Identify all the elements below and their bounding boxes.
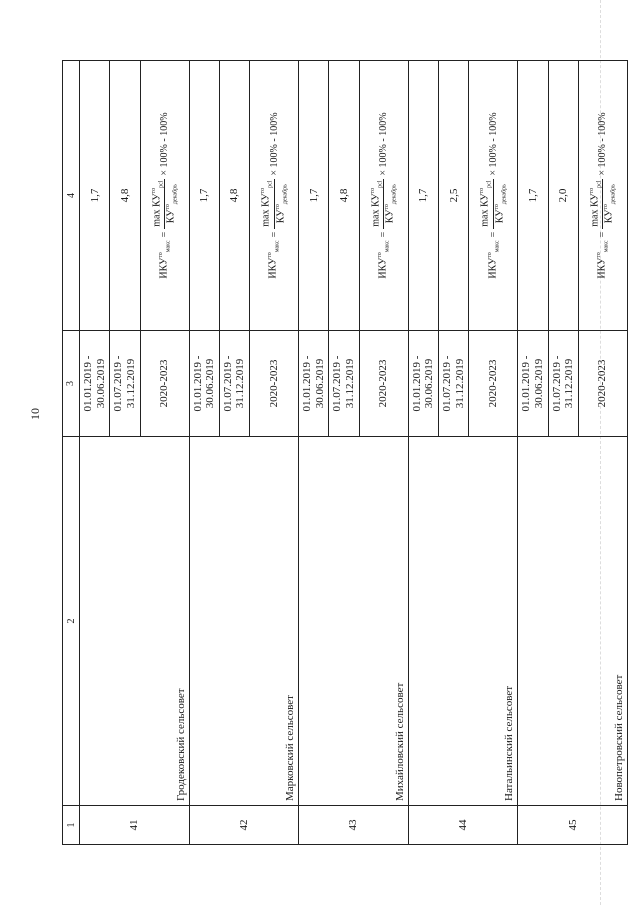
settlement-name <box>80 437 190 806</box>
formula-cell <box>250 61 299 331</box>
formula-tail: × 100% - 100% <box>378 112 390 176</box>
header-col-1: 1 <box>63 806 80 845</box>
row-number-text: 41 <box>128 819 141 831</box>
value-cell: 4,8 <box>329 61 359 331</box>
period-cell: 2020-2023 <box>578 331 627 437</box>
formula-tail: × 100% - 100% <box>487 112 499 176</box>
formula-lhs-sub: макс <box>493 240 500 253</box>
formula-den-sup: то <box>493 204 500 210</box>
formula-fraction <box>589 179 617 229</box>
table-row <box>189 61 219 845</box>
formula-cell <box>578 61 627 331</box>
period-cell: 01.01.2019 - 30.06.2019 <box>518 331 548 437</box>
value-cell: 2,0 <box>548 61 578 331</box>
formula-equals: = <box>159 231 171 238</box>
value-cell: 4,8 <box>219 61 249 331</box>
formula-lhs <box>487 240 500 278</box>
tariff-table <box>62 60 628 845</box>
formula-den-sub: декабрь <box>281 184 288 205</box>
formula-numerator <box>479 179 493 229</box>
period-cell: 2020-2023 <box>469 331 518 437</box>
formula-lhs-text: ИКУ <box>158 257 170 279</box>
tariff-table-wrapper <box>62 60 625 845</box>
formula-lhs-sub: макс <box>384 240 391 253</box>
formula-den-text: КУ <box>603 209 615 224</box>
formula-denominator <box>165 182 178 225</box>
row-number <box>299 806 409 845</box>
formula-equals: = <box>268 231 280 238</box>
formula-denominator <box>494 182 507 225</box>
formula-lhs-sub: макс <box>274 240 281 253</box>
period-cell: 01.07.2019 - 31.12.2019 <box>438 331 468 437</box>
formula-num-sup: то <box>369 187 376 194</box>
formula-lhs-sup: то <box>267 252 274 258</box>
settlement-name <box>299 437 409 806</box>
value-cell: 1,7 <box>80 61 110 331</box>
table-row <box>299 61 329 845</box>
formula-numerator <box>370 179 384 229</box>
period-cell: 01.07.2019 - 31.12.2019 <box>219 331 249 437</box>
header-col-3: 3 <box>63 331 80 437</box>
row-number-text: 45 <box>566 819 579 831</box>
value-cell: 4,8 <box>110 61 140 331</box>
row-number <box>408 806 518 845</box>
settlement-name <box>189 437 299 806</box>
formula-lhs-sub: макс <box>603 240 610 253</box>
formula-num-text: max КУ <box>260 193 272 227</box>
formula-lhs-text: ИКУ <box>486 257 498 279</box>
formula-num-text: max КУ <box>479 193 491 227</box>
formula-den-sub: декабрь <box>172 184 179 205</box>
period-cell: 2020-2023 <box>359 331 408 437</box>
formula-num-sub: pcl <box>267 180 274 188</box>
formula-den-text: КУ <box>165 209 177 224</box>
period-cell: 01.01.2019 - 30.06.2019 <box>299 331 329 437</box>
header-row <box>63 61 80 845</box>
formula-cell <box>469 61 518 331</box>
formula-cell <box>359 61 408 331</box>
formula-den-sub: декабрь <box>501 184 508 205</box>
formula-num-text: max КУ <box>370 193 382 227</box>
formula-num-sup: то <box>479 187 486 194</box>
settlement-name-text: Михайловский сельсовет <box>393 682 406 801</box>
formula-num-sub: pcl <box>486 180 493 188</box>
formula-lhs-sup: то <box>486 252 493 258</box>
formula-fraction <box>151 179 179 229</box>
formula <box>151 112 179 278</box>
formula-fraction <box>479 179 507 229</box>
formula-den-sub: декабрь <box>391 184 398 205</box>
period-cell: 2020-2023 <box>250 331 299 437</box>
formula-den-sup: то <box>274 204 281 210</box>
page-number: 10 <box>28 408 42 420</box>
formula-num-sup: то <box>150 187 157 194</box>
formula-equals: = <box>378 231 390 238</box>
formula-lhs-sup: то <box>157 252 164 258</box>
formula-num-sup: то <box>260 187 267 194</box>
row-number <box>80 806 190 845</box>
formula-den-text: КУ <box>274 209 286 224</box>
formula-tail: × 100% - 100% <box>159 112 171 176</box>
formula-lhs-sup: то <box>596 252 603 258</box>
formula <box>260 112 288 278</box>
formula-num-sub: pcl <box>158 180 165 188</box>
formula-num-sub: pcl <box>377 180 384 188</box>
formula-lhs-text: ИКУ <box>267 257 279 279</box>
formula-den-sub: декабрь <box>610 184 617 205</box>
formula-lhs <box>158 240 171 278</box>
formula-tail: × 100% - 100% <box>597 112 609 176</box>
table-row <box>518 61 548 845</box>
period-cell: 2020-2023 <box>140 331 189 437</box>
formula-cell <box>140 61 189 331</box>
formula-equals: = <box>487 231 499 238</box>
settlement-name-text: Марковский сельсовет <box>284 695 297 801</box>
formula-lhs <box>377 240 390 278</box>
row-number <box>518 806 628 845</box>
formula-denominator <box>384 182 397 225</box>
formula-lhs <box>596 240 609 278</box>
row-number-text: 43 <box>347 819 360 831</box>
formula-fraction <box>260 179 288 229</box>
settlement-name-text: Гродековский сельсовет <box>174 688 187 801</box>
period-cell: 01.01.2019 - 30.06.2019 <box>408 331 438 437</box>
period-cell: 01.01.2019 - 30.06.2019 <box>189 331 219 437</box>
period-cell: 01.07.2019 - 31.12.2019 <box>329 331 359 437</box>
formula <box>589 112 617 278</box>
formula-num-sup: то <box>588 187 595 194</box>
row-number-text: 44 <box>456 819 469 831</box>
formula-numerator <box>589 179 603 229</box>
value-cell: 1,7 <box>518 61 548 331</box>
settlement-name-text: Новопетровский сельсовет <box>612 674 625 801</box>
value-cell: 1,7 <box>408 61 438 331</box>
formula-numerator <box>260 179 274 229</box>
formula-numerator <box>151 179 165 229</box>
formula-lhs-text: ИКУ <box>377 257 389 279</box>
row-number <box>189 806 299 845</box>
formula-den-text: КУ <box>494 209 506 224</box>
period-cell: 01.07.2019 - 31.12.2019 <box>548 331 578 437</box>
header-col-4: 4 <box>63 61 80 331</box>
formula-den-text: КУ <box>384 209 396 224</box>
value-cell: 1,7 <box>299 61 329 331</box>
settlement-name <box>518 437 628 806</box>
formula-equals: = <box>597 231 609 238</box>
formula-den-sup: то <box>384 204 391 210</box>
settlement-name <box>408 437 518 806</box>
formula-num-text: max КУ <box>151 193 163 227</box>
value-cell: 1,7 <box>189 61 219 331</box>
table-row <box>80 61 110 845</box>
formula-tail: × 100% - 100% <box>268 112 280 176</box>
value-cell: 2,5 <box>438 61 468 331</box>
formula-num-text: max КУ <box>589 193 601 227</box>
period-cell: 01.01.2019 - 30.06.2019 <box>80 331 110 437</box>
formula-lhs-text: ИКУ <box>596 257 608 279</box>
formula-lhs-sup: то <box>377 252 384 258</box>
header-col-2: 2 <box>63 437 80 806</box>
formula-fraction <box>370 179 398 229</box>
formula-den-sup: то <box>603 204 610 210</box>
formula-denominator <box>275 182 288 225</box>
settlement-name-text: Натальинский сельсовет <box>503 685 516 801</box>
period-cell: 01.07.2019 - 31.12.2019 <box>110 331 140 437</box>
formula-lhs-sub: макс <box>165 240 172 253</box>
formula-den-sup: то <box>165 204 172 210</box>
formula <box>370 112 398 278</box>
formula <box>479 112 507 278</box>
formula-denominator <box>603 182 616 225</box>
row-number-text: 42 <box>237 819 250 831</box>
table-row <box>408 61 438 845</box>
formula-num-sub: pcl <box>596 180 603 188</box>
formula-lhs <box>267 240 280 278</box>
